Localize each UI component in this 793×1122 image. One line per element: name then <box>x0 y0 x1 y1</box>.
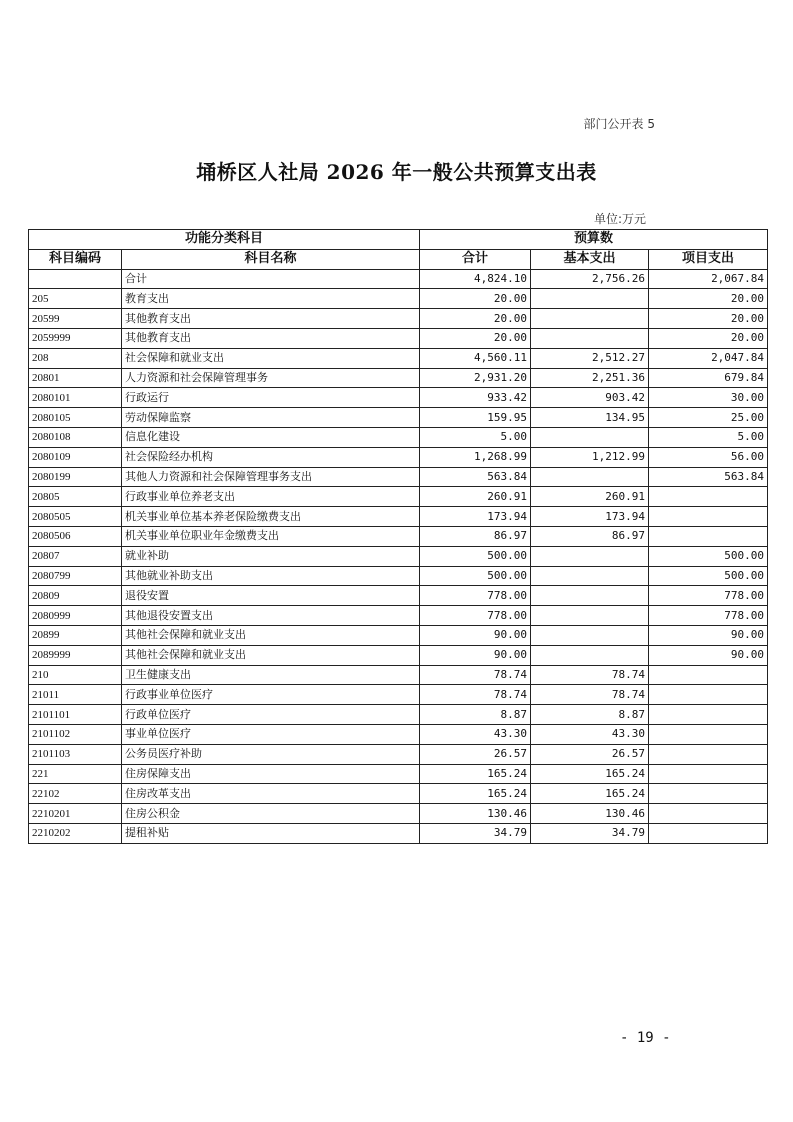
row-total: 5.00 <box>420 427 531 447</box>
row-basic: 78.74 <box>531 685 649 705</box>
row-basic: 43.30 <box>531 724 649 744</box>
row-total: 26.57 <box>420 744 531 764</box>
row-code: 20899 <box>29 625 122 645</box>
row-code: 22102 <box>29 784 122 804</box>
table-row <box>29 784 768 804</box>
row-code: 20801 <box>29 368 122 388</box>
table-row <box>29 744 768 764</box>
row-name: 事业单位医疗 <box>122 724 420 744</box>
table-row <box>29 645 768 665</box>
row-project <box>649 665 768 685</box>
table-row <box>29 586 768 606</box>
row-total: 20.00 <box>420 328 531 348</box>
row-basic: 78.74 <box>531 665 649 685</box>
column-header-row <box>29 249 768 269</box>
row-code: 2210202 <box>29 823 122 843</box>
row-total: 130.46 <box>420 804 531 824</box>
row-project <box>649 823 768 843</box>
row-project <box>649 744 768 764</box>
row-project: 20.00 <box>649 289 768 309</box>
row-total: 20.00 <box>420 309 531 329</box>
row-name: 其他人力资源和社会保障管理事务支出 <box>122 467 420 487</box>
row-name: 合计 <box>122 269 420 289</box>
row-total: 173.94 <box>420 507 531 527</box>
row-code: 20807 <box>29 546 122 566</box>
row-code: 20809 <box>29 586 122 606</box>
column-header-total: 合计 <box>420 249 531 269</box>
row-name: 其他教育支出 <box>122 328 420 348</box>
row-project <box>649 487 768 507</box>
row-total: 500.00 <box>420 546 531 566</box>
row-name: 住房公积金 <box>122 804 420 824</box>
row-total: 778.00 <box>420 606 531 626</box>
row-basic: 2,512.27 <box>531 348 649 368</box>
row-name: 住房改革支出 <box>122 784 420 804</box>
row-project: 778.00 <box>649 586 768 606</box>
table-row <box>29 328 768 348</box>
column-header-project: 项目支出 <box>649 249 768 269</box>
row-project <box>649 764 768 784</box>
column-header-code: 科目编码 <box>29 249 122 269</box>
row-code: 2080101 <box>29 388 122 408</box>
row-basic: 173.94 <box>531 507 649 527</box>
row-basic <box>531 586 649 606</box>
row-project: 90.00 <box>649 645 768 665</box>
row-code: 2101103 <box>29 744 122 764</box>
row-total: 933.42 <box>420 388 531 408</box>
table-row <box>29 665 768 685</box>
row-code: 2080999 <box>29 606 122 626</box>
row-basic: 130.46 <box>531 804 649 824</box>
row-total: 86.97 <box>420 526 531 546</box>
row-name: 行政单位医疗 <box>122 705 420 725</box>
row-total: 4,824.10 <box>420 269 531 289</box>
row-code: 221 <box>29 764 122 784</box>
row-project <box>649 507 768 527</box>
row-basic: 2,251.36 <box>531 368 649 388</box>
column-header-basic: 基本支出 <box>531 249 649 269</box>
row-name: 人力资源和社会保障管理事务 <box>122 368 420 388</box>
row-code: 2080199 <box>29 467 122 487</box>
row-name: 社会保障和就业支出 <box>122 348 420 368</box>
row-name: 行政事业单位养老支出 <box>122 487 420 507</box>
row-code: 21011 <box>29 685 122 705</box>
row-basic <box>531 606 649 626</box>
row-project <box>649 526 768 546</box>
row-basic <box>531 467 649 487</box>
page-number: - 19 - <box>620 1030 671 1046</box>
row-code: 2080105 <box>29 408 122 428</box>
row-code: 210 <box>29 665 122 685</box>
row-basic: 165.24 <box>531 764 649 784</box>
table-row <box>29 804 768 824</box>
row-project: 2,047.84 <box>649 348 768 368</box>
row-name: 公务员医疗补助 <box>122 744 420 764</box>
row-project: 25.00 <box>649 408 768 428</box>
row-basic: 134.95 <box>531 408 649 428</box>
row-name: 提租补贴 <box>122 823 420 843</box>
row-total: 165.24 <box>420 764 531 784</box>
row-code: 2210201 <box>29 804 122 824</box>
table-body <box>29 269 768 843</box>
row-basic <box>531 566 649 586</box>
row-total: 20.00 <box>420 289 531 309</box>
table-row <box>29 408 768 428</box>
row-project <box>649 705 768 725</box>
page-title: 埇桥区人社局 2026 年一般公共预算支出表 <box>196 160 597 184</box>
table-row <box>29 526 768 546</box>
table-number-label: 部门公开表 5 <box>583 117 655 131</box>
row-total: 1,268.99 <box>420 447 531 467</box>
table-row <box>29 467 768 487</box>
row-total: 78.74 <box>420 685 531 705</box>
row-code: 2101101 <box>29 705 122 725</box>
row-name: 其他退役安置支出 <box>122 606 420 626</box>
column-header-name: 科目名称 <box>122 249 420 269</box>
row-code: 2080506 <box>29 526 122 546</box>
row-project: 90.00 <box>649 625 768 645</box>
budget-table <box>28 229 768 844</box>
table-row <box>29 348 768 368</box>
table-row <box>29 823 768 843</box>
table-row <box>29 566 768 586</box>
row-total: 90.00 <box>420 645 531 665</box>
row-project <box>649 804 768 824</box>
row-basic <box>531 427 649 447</box>
row-total: 34.79 <box>420 823 531 843</box>
group-header-row <box>29 230 768 250</box>
row-name: 其他就业补助支出 <box>122 566 420 586</box>
row-basic: 903.42 <box>531 388 649 408</box>
row-basic: 8.87 <box>531 705 649 725</box>
row-name: 退役安置 <box>122 586 420 606</box>
row-project: 2,067.84 <box>649 269 768 289</box>
row-code: 20805 <box>29 487 122 507</box>
row-basic <box>531 645 649 665</box>
table-row <box>29 764 768 784</box>
row-project: 5.00 <box>649 427 768 447</box>
row-project <box>649 685 768 705</box>
group-header-budget: 预算数 <box>420 230 768 250</box>
row-name: 行政运行 <box>122 388 420 408</box>
group-header-function: 功能分类科目 <box>29 230 420 250</box>
row-project <box>649 784 768 804</box>
row-code: 208 <box>29 348 122 368</box>
row-name: 劳动保障监察 <box>122 408 420 428</box>
row-name: 行政事业单位医疗 <box>122 685 420 705</box>
row-project: 20.00 <box>649 328 768 348</box>
row-project: 500.00 <box>649 566 768 586</box>
row-code: 2089999 <box>29 645 122 665</box>
row-project: 56.00 <box>649 447 768 467</box>
row-name: 卫生健康支出 <box>122 665 420 685</box>
row-name: 其他教育支出 <box>122 309 420 329</box>
row-basic: 165.24 <box>531 784 649 804</box>
row-project: 20.00 <box>649 309 768 329</box>
row-total: 78.74 <box>420 665 531 685</box>
row-basic: 260.91 <box>531 487 649 507</box>
row-total: 8.87 <box>420 705 531 725</box>
row-code: 2080109 <box>29 447 122 467</box>
table-row <box>29 507 768 527</box>
row-code: 2080799 <box>29 566 122 586</box>
row-project: 778.00 <box>649 606 768 626</box>
row-project: 500.00 <box>649 546 768 566</box>
row-name: 社会保险经办机构 <box>122 447 420 467</box>
row-name: 其他社会保障和就业支出 <box>122 645 420 665</box>
row-project <box>649 724 768 744</box>
row-basic <box>531 309 649 329</box>
table-row <box>29 388 768 408</box>
row-name: 就业补助 <box>122 546 420 566</box>
row-basic <box>531 289 649 309</box>
table-row <box>29 606 768 626</box>
row-basic: 1,212.99 <box>531 447 649 467</box>
row-total: 90.00 <box>420 625 531 645</box>
row-project: 30.00 <box>649 388 768 408</box>
row-total: 500.00 <box>420 566 531 586</box>
row-basic: 34.79 <box>531 823 649 843</box>
table-row <box>29 368 768 388</box>
row-code: 2080505 <box>29 507 122 527</box>
row-total: 778.00 <box>420 586 531 606</box>
row-name: 机关事业单位职业年金缴费支出 <box>122 526 420 546</box>
row-name: 其他社会保障和就业支出 <box>122 625 420 645</box>
row-basic: 26.57 <box>531 744 649 764</box>
unit-label: 单位:万元 <box>594 212 647 226</box>
row-code: 2059999 <box>29 328 122 348</box>
table-row <box>29 625 768 645</box>
table-row <box>29 705 768 725</box>
row-basic: 86.97 <box>531 526 649 546</box>
row-code <box>29 269 122 289</box>
row-code: 205 <box>29 289 122 309</box>
row-project: 679.84 <box>649 368 768 388</box>
row-basic <box>531 625 649 645</box>
row-basic <box>531 546 649 566</box>
table-row <box>29 309 768 329</box>
row-total: 43.30 <box>420 724 531 744</box>
row-total: 159.95 <box>420 408 531 428</box>
table-row <box>29 546 768 566</box>
row-name: 机关事业单位基本养老保险缴费支出 <box>122 507 420 527</box>
row-code: 2101102 <box>29 724 122 744</box>
table-row <box>29 427 768 447</box>
table-row <box>29 685 768 705</box>
table-row <box>29 447 768 467</box>
row-name: 教育支出 <box>122 289 420 309</box>
row-total: 260.91 <box>420 487 531 507</box>
table-row <box>29 487 768 507</box>
table-row <box>29 289 768 309</box>
row-name: 信息化建设 <box>122 427 420 447</box>
row-total: 563.84 <box>420 467 531 487</box>
row-project: 563.84 <box>649 467 768 487</box>
table-row <box>29 269 768 289</box>
row-basic: 2,756.26 <box>531 269 649 289</box>
row-basic <box>531 328 649 348</box>
table-row <box>29 724 768 744</box>
row-code: 20599 <box>29 309 122 329</box>
row-total: 4,560.11 <box>420 348 531 368</box>
row-name: 住房保障支出 <box>122 764 420 784</box>
row-code: 2080108 <box>29 427 122 447</box>
row-total: 2,931.20 <box>420 368 531 388</box>
row-total: 165.24 <box>420 784 531 804</box>
